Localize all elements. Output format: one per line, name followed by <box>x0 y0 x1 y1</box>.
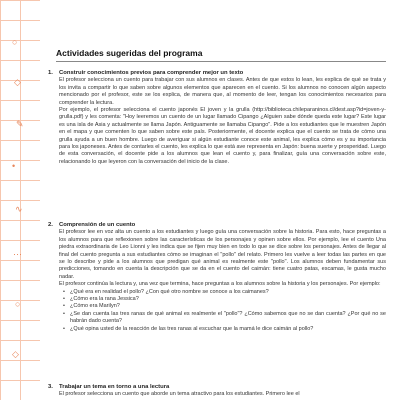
question-item: • ¿Qué era en realidad el pollo? ¿Con qué otro nombre se conoce a los caimanes? <box>70 289 386 296</box>
activity-section-1 <box>48 70 386 166</box>
doodle-circle-icon: ○ <box>15 299 21 309</box>
section-heading <box>48 384 386 391</box>
section-heading-text: Comprensión de un cuento <box>59 222 136 228</box>
section-heading-text: Construir conocimientos previos para comprender mejor un texto <box>59 70 244 76</box>
question-list <box>59 289 386 333</box>
doodle-pencil-icon: ✎ <box>16 119 24 129</box>
section-number: 2. <box>48 222 53 228</box>
section-body <box>59 229 386 333</box>
doodle-diamond-icon: ◇ <box>12 349 19 359</box>
question-item: • ¿Qué opina usted de la reacción de las tres ranas al escuchar que la mamá le dice caimán al pollo? <box>70 326 386 333</box>
section-number: 1. <box>48 70 53 76</box>
section-body <box>59 77 386 166</box>
activity-section-3 <box>48 384 386 399</box>
paragraph: Por ejemplo, el profesor selecciona el cuento japonés El joven y la grulla (http://biblioteca.chileparaninos.cl/dest.asp?id=joven-y-grulla.pdf) y les comenta: "Hoy leeremos un cuento de un lugar llamado Cipango ¿Alguien sabe dónde queda este lugar? Este lugar es una isla de Asia y actualmente se llama Japón. Antiguamente se llamaba Cipango". Pide a los estudiantes que le muestren Japón en el mapa y que comenten lo que saben sobre este país. Posteriormente, el docente explica que el cuento se trata de cómo una grulla ayuda a un buen hombre. Luego de averiguar si algún estudiante conoce este animal, les explica cómo es y su importancia para los japoneses. Antes de contarles el cuento, les explica lo que está ave representa en Japón: buena suerte y prosperidad. Luego de esta conversación, el docente pide a los alumnos que lean el cuento y, para finalizar, guía una conversación sobre este, relacionando lo que leyeron con la conversación del inicio de la clase. <box>59 107 386 165</box>
title-divider <box>56 61 386 62</box>
section-heading <box>48 70 386 77</box>
doodle-ellipsis-icon: ⋯ <box>13 249 22 259</box>
section-number: 3. <box>48 384 53 390</box>
section-heading-text: Trabajar un tema en torno a una lectura <box>59 384 170 390</box>
paragraph: El profesor selecciona un cuento que aborde un tema atractivo para los estudiantes. Primero lee el <box>59 391 300 398</box>
doodle-diamond-icon: ◇ <box>14 77 21 87</box>
page-title: Actividades sugeridas del programa <box>56 48 203 58</box>
doodle-circle-icon: ○ <box>12 37 18 47</box>
paragraph: El profesor lee en voz alta un cuento a los estudiantes y luego guía una conversación sobre la historia. Para esto, hace preguntas a los alumnos para que reflexionen sobre las características de los personajes y opinen sobre ellos. Por ejemplo, lee el cuento Una piedra extraordinaria de Leo Lionni y les indica que se fijen muy bien en todo lo que se dice sobre los personajes. Antes de llegar al final del cuento pregunta a sus estudiantes cómo se imaginan el "pollo" del relato. Primero les vuelve a leer todas las partes en que se lo describe y pide a los alumnos que predigan qué animal es realmente este "pollo". Los alumnos deben fundamentar sus predicciones, tomando en cuenta la descripción que se da en el cuento del caimán: tiene cuatro patas, escamas, le gusta mucho nadar. <box>59 229 386 280</box>
paragraph: El profesor continúa la lectura y, una vez que termina, hace preguntas a los alumnos sobre la historia y los personajes. Por ejemplo: <box>59 281 381 288</box>
section-heading <box>48 222 386 229</box>
section-body <box>59 391 386 398</box>
doodle-dot-icon: • <box>12 161 16 171</box>
paragraph: El profesor selecciona un cuento para trabajar con sus alumnos en clases. Antes de que estos lo lean, les explica de qué se trata y los invita a compartir lo que saben sobre algunos elementos que aparecen en el cuento. Si los alumnos no conocen algún aspecto mencionado por el profesor, este se los explica, de manera que, al momento de leer, tengan los conocimientos necesarios para comprender la lectura. <box>59 77 386 106</box>
question-item: • ¿Cómo era Marilyn? <box>70 303 386 310</box>
question-item: • ¿Cómo era la rana Jessica? <box>70 296 386 303</box>
activity-section-2 <box>48 222 386 333</box>
doodle-curve-icon: ∿ <box>15 204 23 214</box>
question-item: • ¿Se dan cuenta las tres ranas de qué animal es realmente el "pollo"? ¿Cómo sabemos que no se dan cuenta? ¿Por qué no se habrán dado cuenta? <box>70 311 386 326</box>
document-page <box>40 0 400 400</box>
